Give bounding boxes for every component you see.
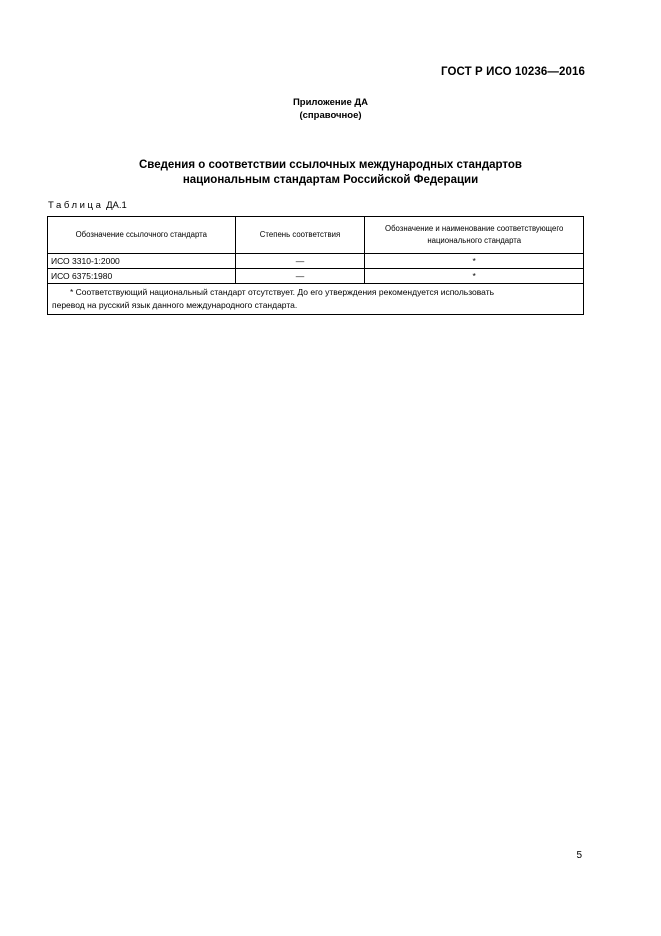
cell-national-standard: * [365, 269, 584, 284]
appendix-heading [0, 96, 661, 122]
cell-compliance-degree: — [235, 254, 365, 269]
section-title-line-2: национальным стандартам Российской Федерации [182, 174, 479, 186]
table-caption [48, 200, 127, 211]
column-header-reference-standard: Обозначение ссылочного стандарта [48, 217, 236, 254]
column-header-compliance-degree: Степень соответствия [235, 217, 365, 254]
appendix-subtitle: (справочное) [299, 110, 362, 121]
page-number: 5 [576, 850, 582, 861]
cell-reference-standard: ИСО 3310-1:2000 [48, 254, 236, 269]
table-caption-number: ДА.1 [103, 200, 127, 211]
cell-national-standard: * [365, 254, 584, 269]
section-title [0, 158, 661, 188]
table-footnote [48, 284, 584, 315]
cell-reference-standard: ИСО 6375:1980 [48, 269, 236, 284]
column-header-national-standard: Обозначение и наименование соответствующего национального стандарта [365, 217, 584, 254]
cell-compliance-degree: — [235, 269, 365, 284]
table-footnote-row [48, 284, 584, 315]
table-header-row [48, 217, 584, 254]
document-id: ГОСТ Р ИСО 10236—2016 [440, 66, 585, 78]
appendix-title: Приложение ДА [292, 97, 369, 108]
table-caption-word: Таблица [48, 200, 104, 211]
table-row [48, 254, 584, 269]
table-row [48, 269, 584, 284]
reference-standards-table [47, 216, 584, 315]
table-footnote-line-2: перевод на русский язык данного международного стандарта. [52, 300, 298, 310]
section-title-line-1: Сведения о соответствии ссылочных международных стандартов [138, 159, 522, 171]
table-footnote-line-1: * Соответствующий национальный стандарт отсутствует. До его утверждения рекомендуется использовать [70, 287, 495, 297]
